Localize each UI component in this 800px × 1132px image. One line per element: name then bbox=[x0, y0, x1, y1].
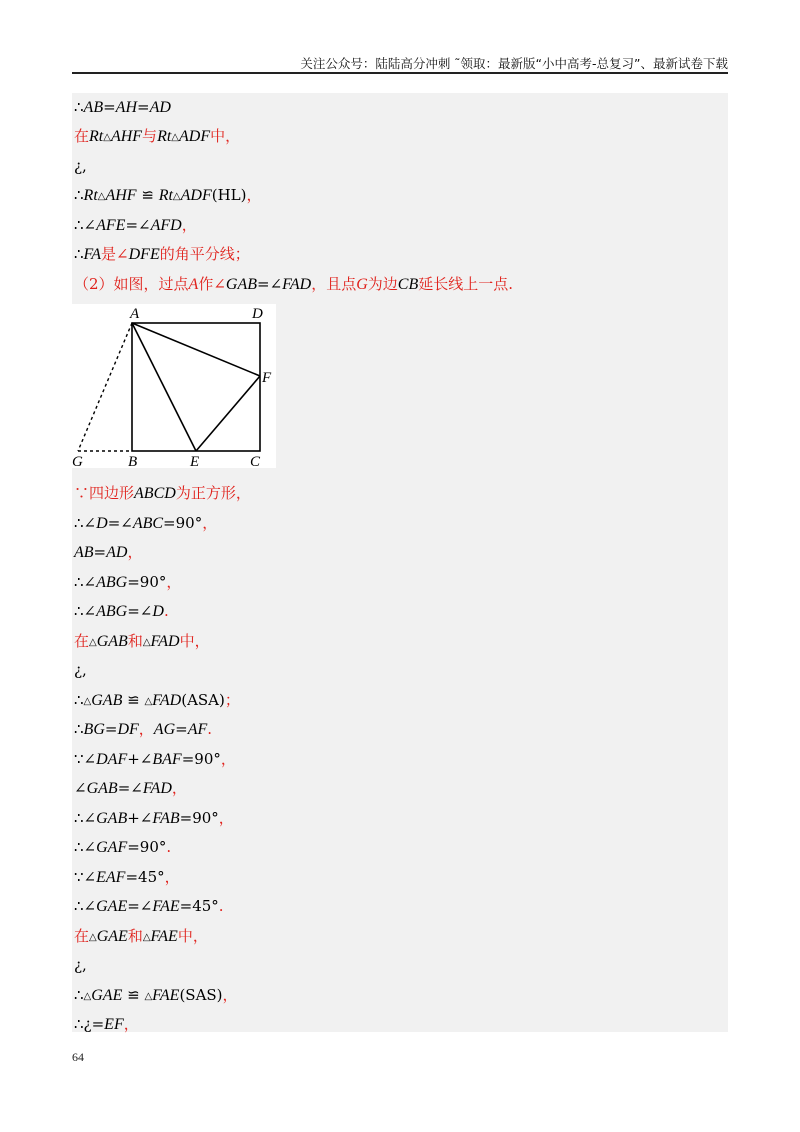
proof-text: FAE bbox=[152, 898, 180, 915]
proof-line bbox=[74, 568, 181, 596]
proof-text: DF bbox=[117, 721, 139, 738]
header-divider bbox=[72, 72, 728, 74]
proof-text: 和 bbox=[127, 927, 143, 945]
proof-text: △ bbox=[83, 696, 92, 707]
proof-text: ¿ bbox=[74, 157, 83, 175]
proof-text: 为边 bbox=[367, 275, 398, 293]
proof-text: ∴∠ bbox=[74, 216, 97, 234]
proof-text: GAE bbox=[96, 928, 128, 945]
proof-text: D bbox=[152, 603, 164, 620]
label-d: D bbox=[252, 306, 263, 322]
page-number: 64 bbox=[72, 1050, 84, 1064]
proof-text: △ bbox=[144, 991, 153, 1002]
proof-text: =90° bbox=[163, 514, 203, 532]
proof-text: =45° bbox=[125, 868, 165, 886]
proof-text: =90° bbox=[127, 838, 167, 856]
proof-text: △ bbox=[172, 191, 181, 202]
proof-text: ∴ bbox=[74, 691, 84, 709]
proof-text: 与 bbox=[142, 127, 158, 145]
proof-text: ， bbox=[138, 720, 154, 738]
proof-text: ABC bbox=[132, 515, 164, 532]
proof-text: GAB bbox=[96, 633, 128, 650]
proof-text: =90° bbox=[127, 573, 167, 591]
proof-text: = bbox=[104, 720, 118, 738]
proof-text: +∠ bbox=[127, 809, 153, 827]
proof-text: FAD bbox=[282, 276, 312, 293]
proof-text: AFD bbox=[150, 217, 182, 234]
proof-text: GAE bbox=[91, 987, 123, 1004]
proof-text: ABCD bbox=[134, 485, 176, 502]
proof-text: △ bbox=[144, 696, 153, 707]
proof-line bbox=[74, 509, 217, 537]
proof-text: . bbox=[166, 838, 172, 856]
page-header: 关注公众号：陆陆高分冲刺 ˜领取：最新版“小中高考-总复习”、最新试卷下载 bbox=[300, 56, 728, 71]
proof-line bbox=[74, 479, 251, 507]
proof-text: +∠ bbox=[127, 750, 153, 768]
proof-text: FAD bbox=[142, 780, 172, 797]
proof-text: ∴ bbox=[74, 98, 84, 116]
proof-line bbox=[74, 181, 261, 209]
proof-text: DAF bbox=[96, 751, 128, 768]
proof-text: AD bbox=[149, 99, 171, 116]
proof-text: ； bbox=[224, 691, 240, 709]
proof-text: 在 bbox=[74, 927, 90, 945]
proof-text: =∠ bbox=[127, 602, 153, 620]
proof-line bbox=[74, 863, 180, 891]
proof-text: (ASA) bbox=[181, 691, 225, 709]
label-g: G bbox=[72, 454, 83, 468]
proof-text: 中， bbox=[177, 927, 208, 945]
proof-line bbox=[74, 804, 234, 832]
proof-line bbox=[74, 892, 224, 920]
proof-text: ∴¿ bbox=[74, 1015, 92, 1033]
label-f: F bbox=[262, 370, 272, 386]
proof-line bbox=[74, 597, 169, 625]
proof-text: AB bbox=[83, 99, 104, 116]
proof-text: EAF bbox=[96, 869, 126, 886]
segment-ef bbox=[196, 376, 260, 451]
proof-text: ≌ bbox=[136, 186, 159, 204]
segment-af bbox=[132, 323, 260, 376]
proof-text: AF bbox=[187, 721, 208, 738]
proof-text: 在 bbox=[74, 127, 90, 145]
proof-text: ∴ bbox=[74, 720, 84, 738]
proof-text: A bbox=[188, 276, 199, 293]
proof-text: , bbox=[82, 157, 87, 175]
proof-text: ∴ bbox=[74, 986, 84, 1004]
proof-text: △ bbox=[83, 991, 92, 1002]
proof-text: ， bbox=[166, 573, 182, 591]
proof-text: △ bbox=[89, 932, 97, 943]
proof-text: 在 bbox=[74, 632, 90, 650]
proof-text: . bbox=[218, 897, 224, 915]
proof-line bbox=[74, 152, 87, 180]
proof-line bbox=[74, 211, 197, 239]
proof-text: AFE bbox=[96, 217, 126, 234]
proof-text: (HL) bbox=[211, 186, 247, 204]
geometry-figure bbox=[72, 304, 276, 468]
proof-line bbox=[74, 715, 212, 743]
proof-text: GAF bbox=[96, 839, 128, 856]
proof-text: ∴∠ bbox=[74, 602, 97, 620]
proof-text: = bbox=[137, 98, 150, 116]
proof-line bbox=[74, 833, 171, 861]
proof-text: BAF bbox=[152, 751, 182, 768]
proof-text: 作∠ bbox=[198, 275, 226, 293]
proof-text: . bbox=[207, 720, 213, 738]
proof-text: ， bbox=[181, 216, 197, 234]
solution-content bbox=[72, 93, 728, 1032]
proof-text: AHF bbox=[110, 128, 143, 145]
proof-text: =∠ bbox=[125, 216, 151, 234]
proof-line bbox=[74, 774, 187, 802]
proof-text: FAE bbox=[150, 928, 178, 945]
proof-text: Rt bbox=[89, 128, 104, 145]
proof-line bbox=[74, 686, 240, 714]
proof-text: AH bbox=[115, 99, 137, 116]
proof-text: ， bbox=[164, 868, 180, 886]
proof-text: , bbox=[82, 661, 87, 679]
proof-text: CB bbox=[397, 276, 419, 293]
square-diagram bbox=[72, 304, 276, 468]
proof-line bbox=[74, 981, 238, 1009]
proof-text: ， bbox=[218, 809, 234, 827]
proof-text: D bbox=[96, 515, 108, 532]
proof-text: GAE bbox=[96, 898, 128, 915]
proof-text: ， bbox=[171, 779, 187, 797]
proof-text: AG bbox=[153, 721, 176, 738]
proof-text: =90° bbox=[179, 809, 219, 827]
proof-text: G bbox=[356, 276, 368, 293]
proof-text: FA bbox=[83, 246, 102, 263]
proof-text: （2）如图，过点 bbox=[74, 275, 189, 293]
proof-text: Rt bbox=[83, 187, 98, 204]
proof-text: =∠ bbox=[117, 779, 143, 797]
proof-text: GAB bbox=[91, 692, 123, 709]
proof-text: ¿ bbox=[74, 956, 83, 974]
proof-text: △ bbox=[97, 191, 106, 202]
segment-ae bbox=[132, 323, 196, 451]
proof-text: Rt bbox=[157, 128, 172, 145]
proof-text: ¿ bbox=[74, 661, 83, 679]
proof-text: =90° bbox=[181, 750, 221, 768]
proof-text: = bbox=[103, 98, 116, 116]
proof-text: (SAS) bbox=[179, 986, 223, 1004]
proof-text: = bbox=[175, 720, 188, 738]
proof-text: 延长线上一点. bbox=[418, 275, 514, 293]
proof-line bbox=[74, 93, 171, 121]
proof-text: FAE bbox=[152, 987, 180, 1004]
proof-line bbox=[74, 122, 240, 150]
proof-text: ADF bbox=[178, 128, 211, 145]
proof-text: ∴∠ bbox=[74, 514, 97, 532]
proof-text: ， bbox=[123, 1015, 139, 1033]
proof-text: ∵ bbox=[74, 484, 90, 502]
proof-text: FAB bbox=[152, 810, 180, 827]
proof-text: FAD bbox=[152, 692, 182, 709]
proof-text: 为正方形， bbox=[175, 484, 251, 502]
proof-text: 和 bbox=[127, 632, 143, 650]
proof-text: ∵∠ bbox=[74, 750, 97, 768]
proof-line bbox=[74, 627, 210, 655]
proof-text: ， bbox=[127, 543, 143, 561]
proof-text: =∠ bbox=[127, 897, 153, 915]
segment-ag bbox=[78, 323, 132, 451]
proof-text: BG bbox=[83, 721, 105, 738]
proof-text: =∠ bbox=[257, 275, 283, 293]
proof-line bbox=[74, 538, 142, 566]
proof-text: ≌ bbox=[122, 691, 145, 709]
proof-line bbox=[74, 745, 236, 773]
proof-text: ∠ bbox=[74, 779, 87, 797]
label-b: B bbox=[128, 454, 138, 468]
proof-text: ∴∠ bbox=[74, 838, 97, 856]
square-abcd bbox=[132, 323, 260, 451]
label-c: C bbox=[250, 454, 261, 468]
proof-text: FAD bbox=[150, 633, 180, 650]
proof-text: AHF bbox=[105, 187, 137, 204]
proof-text: , bbox=[82, 956, 87, 974]
proof-text: GAB bbox=[225, 276, 258, 293]
proof-text: ∴ bbox=[74, 186, 84, 204]
proof-line bbox=[74, 240, 250, 268]
proof-text: ∴ bbox=[74, 245, 84, 263]
proof-text: ∴∠ bbox=[74, 573, 97, 591]
proof-text: △ bbox=[142, 637, 151, 648]
proof-text: AB bbox=[74, 544, 94, 561]
proof-text: ∴∠ bbox=[74, 897, 97, 915]
proof-line bbox=[74, 951, 87, 979]
proof-text: GAB bbox=[86, 780, 118, 797]
proof-text: ∴∠ bbox=[74, 809, 97, 827]
proof-text: EF bbox=[104, 1016, 124, 1033]
proof-text: ABG bbox=[96, 603, 128, 620]
proof-text: GAB bbox=[96, 810, 128, 827]
proof-text: =∠ bbox=[107, 514, 133, 532]
proof-text: 的角平分线； bbox=[159, 245, 250, 263]
proof-text: Rt bbox=[158, 187, 173, 204]
proof-text: 是∠ bbox=[101, 245, 129, 263]
proof-text: △ bbox=[103, 132, 111, 143]
proof-text: =45° bbox=[179, 897, 219, 915]
proof-text: AD bbox=[106, 544, 128, 561]
proof-text: △ bbox=[171, 132, 179, 143]
proof-line bbox=[74, 656, 87, 684]
proof-line bbox=[74, 1010, 139, 1038]
proof-text: ，且点 bbox=[311, 275, 357, 293]
proof-text: △ bbox=[142, 932, 151, 943]
proof-text: ≌ bbox=[122, 986, 145, 1004]
proof-text: ， bbox=[220, 750, 236, 768]
proof-text: ， bbox=[202, 514, 218, 532]
proof-text: 中， bbox=[210, 127, 241, 145]
proof-text: 四边形 bbox=[89, 484, 135, 502]
proof-line bbox=[74, 922, 208, 950]
proof-text: 中， bbox=[179, 632, 210, 650]
proof-text: DFE bbox=[128, 246, 160, 263]
proof-text: ∵∠ bbox=[74, 868, 97, 886]
proof-text: ， bbox=[222, 986, 238, 1004]
proof-text: △ bbox=[89, 637, 97, 648]
proof-line bbox=[74, 270, 513, 298]
proof-text: . bbox=[163, 602, 169, 620]
proof-text: ， bbox=[246, 186, 262, 204]
proof-text: ADF bbox=[180, 187, 212, 204]
label-e: E bbox=[190, 454, 200, 468]
proof-text: = bbox=[91, 1015, 105, 1033]
label-a: A bbox=[130, 306, 140, 322]
proof-text: ABG bbox=[96, 574, 128, 591]
proof-text: = bbox=[93, 543, 107, 561]
